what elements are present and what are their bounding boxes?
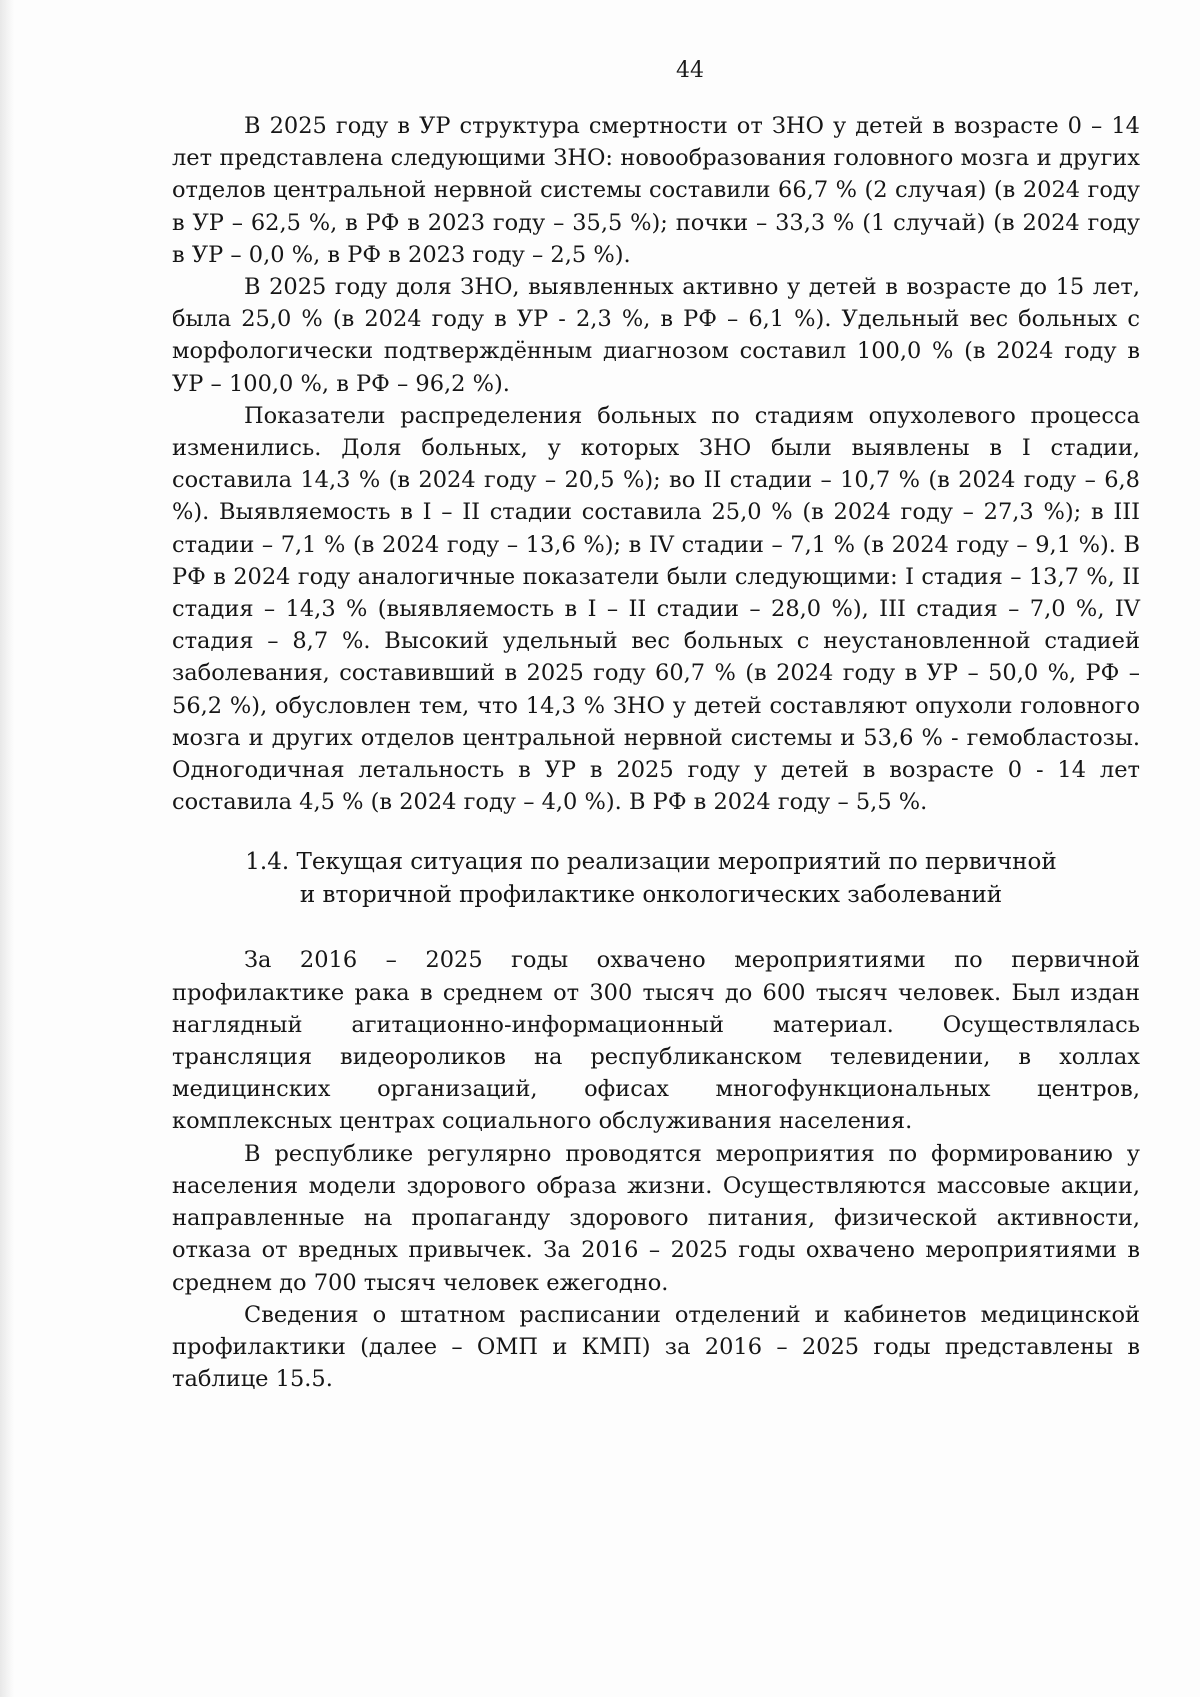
- section-heading-line-1: 1.4. Текущая ситуация по реализации мероприятий по первичной: [245, 849, 1057, 876]
- document-body: [172, 110, 1140, 1395]
- section-heading-line-2: и вторичной профилактике онкологических заболеваний: [299, 882, 1003, 909]
- section-heading: [172, 846, 1140, 912]
- page-number: 44: [676, 58, 704, 83]
- paragraph-mortality-structure: В 2025 году в УР структура смертности от ЗНО у детей в возрасте 0 – 14 лет представлена следующими ЗНО: новообразования головного мозга и других отделов центральной нервной системы составили 66,7 % (2 случая) (в 2024 году в УР – 62,5 %, в РФ в 2023 году – 35,5 %); почки – 33,3 % (1 случай) (в 2024 году в УР – 0,0 %, в РФ в 2023 году – 2,5 %).: [172, 113, 1140, 268]
- paragraph-stage-distribution: Показатели распределения больных по стадиям опухолевого процесса изменились. Доля больных, у которых ЗНО были выявлены в I стадии, составила 14,3 % (в 2024 году – 20,5 %); во II стадии – 10,7 % (в 2024 году – 6,8 %). Выявляемость в I – II стадии составила 25,0 % (в 2024 году – 27,3 %); в III стадии – 7,1 % (в 2024 году – 13,6 %); в IV стадии – 7,1 % (в 2024 году – 9,1 %). В РФ в 2024 году аналогичные показатели были следующими: I стадия – 13,7 %, II стадия – 14,3 % (выявляемость в I – II стадии – 28,0 %), III стадия – 7,0 %, IV стадия – 8,7 %. Высокий удельный вес больных с неустановленной стадией заболевания, составивший в 2025 году 60,7 % (в 2024 году в УР – 50,0 %, РФ – 56,2 %), обусловлен тем, что 14,3 % ЗНО у детей составляют опухоли головного мозга и других отделов центральной нервной системы и 53,6 % - гемобластозы. Одногодичная летальность в УР в 2025 году у детей в возрасте 0 - 14 лет составила 4,5 % (в 2024 году – 4,0 %). В РФ в 2024 году – 5,5 %.: [172, 402, 1140, 816]
- paragraph-active-detection: В 2025 году доля ЗНО, выявленных активно у детей в возрасте до 15 лет, была 25,0 % (в 2024 году в УР - 2,3 %, в РФ – 6,1 %). Удельный вес больных с морфологически подтверждённым диагнозом составил 100,0 % (в 2024 году в УР – 100,0 %, в РФ – 96,2 %).: [172, 274, 1140, 397]
- paragraph-primary-prevention: За 2016 – 2025 годы охвачено мероприятиями по первичной профилактике рака в среднем от 300 тысяч до 600 тысяч человек. Был издан наглядный агитационно-информационный материал. Осуществлялась трансляция видеороликов на республиканском телевидении, в холлах медицинских организаций, офисах многофункциональных центров, комплексных центрах социального обслуживания населения.: [172, 947, 1140, 1135]
- paragraph-staffing-table-reference: Сведения о штатном расписании отделений и кабинетов медицинской профилактики (далее – ОМП и КМП) за 2016 – 2025 годы представлены в таблице 15.5.: [172, 1301, 1140, 1393]
- scan-edge-shadow: [0, 0, 14, 1697]
- paragraph-healthy-lifestyle: В республике регулярно проводятся мероприятия по формированию у населения модели здорового образа жизни. Осуществляются массовые акции, направленные на пропаганду здорового питания, физической активности, отказа от вредных привычек. За 2016 – 2025 годы охвачено мероприятиями в среднем до 700 тысяч человек ежегодно.: [172, 1140, 1140, 1296]
